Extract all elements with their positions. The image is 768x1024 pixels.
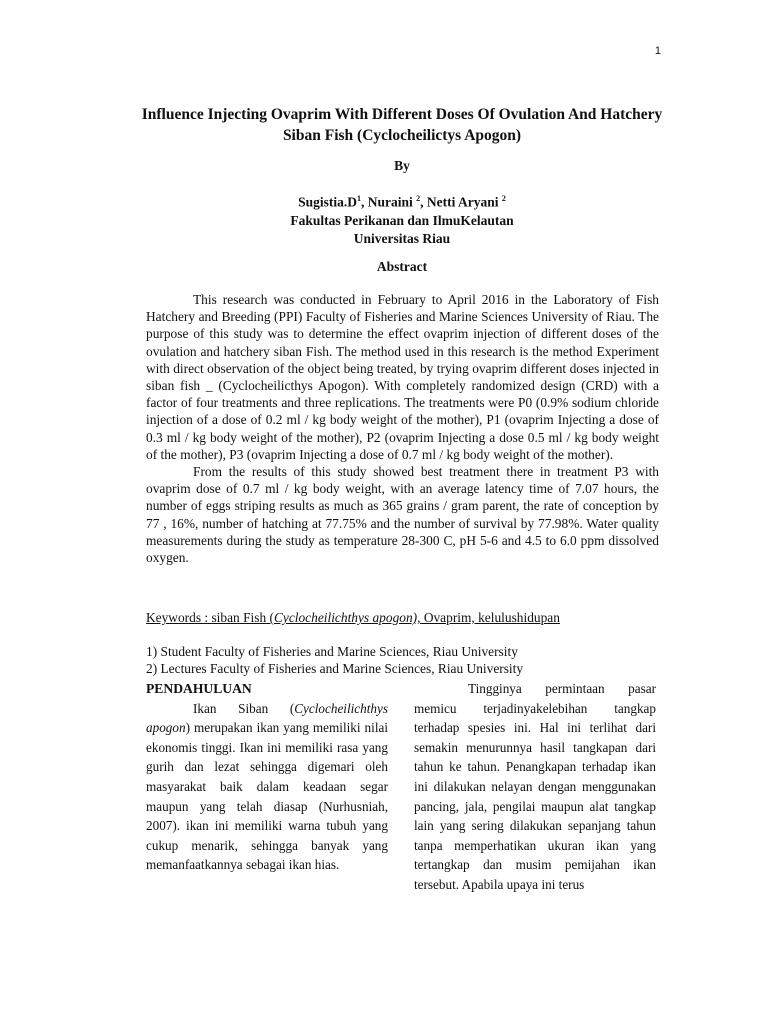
author-1: Sugistia.D xyxy=(298,194,357,210)
abstract-heading: Abstract xyxy=(376,259,428,274)
paper-title: Influence Injecting Ovaprim With Different Doses Of Ovulation And Hatchery Siban Fish (Cyclocheilictys Apogon) xyxy=(141,106,663,144)
author-3-affiliation-mark: 2 xyxy=(501,194,506,203)
by-line: By xyxy=(394,158,410,173)
species-name-italic-1: Cyclocheilichthys xyxy=(294,700,388,716)
species-name-italic-2: apogon xyxy=(146,720,186,736)
abstract-body xyxy=(146,291,659,566)
left-column-paragraph xyxy=(146,699,388,875)
left-text-rest: ) merupakan ikan yang memiliki nilai ekonomis tinggi. Ikan ini memiliki rasa yang gurih dan lezat sehingga digemari oleh masyarakat baik dalam keadaan segar maupun yang telah diasap (Nurhusniah, 2007). ikan ini memiliki warna tubuh yang cukup menarik, sehingga banyak yang memanfaatkannya sebagai ikan hias. xyxy=(146,720,388,873)
keywords-prefix: Keywords : siban Fish ( xyxy=(146,610,274,625)
university-name: Universitas Riau xyxy=(353,230,451,246)
keywords-line xyxy=(146,610,659,626)
author-names xyxy=(140,190,664,212)
author-2-affiliation-mark: 2 xyxy=(416,194,421,203)
author-1-affiliation-mark: 1 xyxy=(357,194,361,203)
keywords-species: Cyclocheilichthys apogon), xyxy=(273,610,421,625)
right-text-column xyxy=(414,679,656,895)
faculty-name: Fakultas Perikanan dan IlmuKelautan xyxy=(290,212,514,228)
affiliation-note-2: 2) Lectures Faculty of Fisheries and Marine Sciences, Riau University xyxy=(146,661,524,676)
author-3: , Netti Aryani xyxy=(420,194,502,210)
abstract-paragraph-1: This research was conducted in February to April 2016 in the Laboratory of Fish Hatchery and Breeding (PPI) Faculty of Fisheries and Marine Sciences University of Riau. The purpose of this study was to determine the effect ovaprim injection of different doses of the ovulation and hatchery siban Fish. The method used in this research is the method Experiment with direct observation of the object being treated, by trying ovaprim different doses injected in siban fish _ (Cyclocheilicthys Apogon). With completely randomized design (CRD) with a factor of four treatments and three replications. The treatments were P0 (0.9% sodium chloride injection of a dose of 0.2 ml / kg body weight of the mother), P1 (ovaprim Injecting a dose of 0.3 ml / kg body weight of the mother), P2 (ovaprim Injecting a dose 0.5 ml / kg body weight of the mother), P3 (ovaprim Injecting a dose of 0.7 ml / kg body weight of the mother). xyxy=(146,292,659,462)
left-text-start: Ikan Siban ( xyxy=(193,700,295,716)
left-text-column xyxy=(146,679,388,875)
section-heading-pendahuluan: PENDAHULUAN xyxy=(146,681,252,696)
right-column-paragraph xyxy=(414,679,656,895)
author-2: , Nuraini xyxy=(361,194,417,210)
keywords-suffix: Ovaprim, kelulushidupan xyxy=(420,610,560,625)
right-text: Tingginya permintaan pasar memicu terjadinyakelebihan tangkap terhadap spesies ini. Hal ini terlihat dari semakin menurunnya hasil tangkapan dari tahun ke tahun. Penangkapan terhadap ikan ini dilakukan nelayan dengan menggunakan pancing, jala, pengilai maupun alat tangkap lain yang sering dilakukan sepanjang tahun tanpa memperhatikan ukuran ikan yang tertangkap dan musim pemijahan ikan tersebut. Apabila upaya ini terus xyxy=(414,681,656,892)
author-block xyxy=(140,190,664,248)
abstract-paragraph-2: From the results of this study showed best treatment there in treatment P3 with ovaprim dose of 0.7 ml / kg body weight, with an average latency time of 7.07 hours, the number of eggs striping results as much as 365 grains / gram parent, the rate of conception by 77 , 16%, number of hatching at 77.75% and the number of survival by 77.98%. Water quality measurements during the study as temperature 28-300 C, pH 5-6 and 4.5 to 6.0 ppm dissolved oxygen. xyxy=(146,464,659,566)
page-number: 1 xyxy=(654,45,661,57)
affiliation-note-1: 1) Student Faculty of Fisheries and Marine Sciences, Riau University xyxy=(146,644,518,659)
affiliation-notes xyxy=(146,643,659,677)
